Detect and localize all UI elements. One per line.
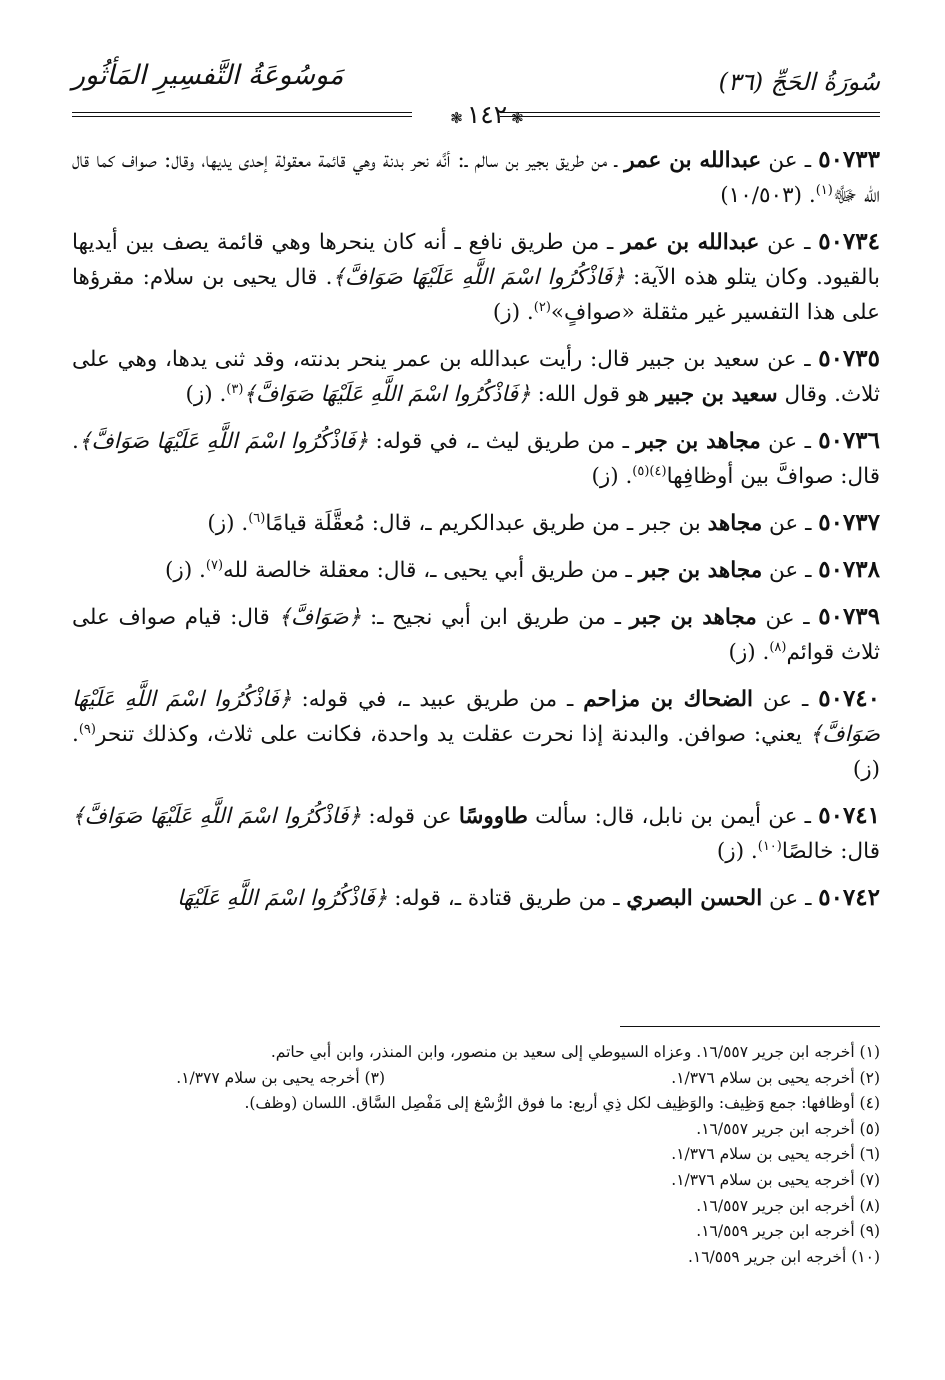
entry-text: قال: قيام صواف على ثلاث قوائم: [72, 605, 880, 665]
footnote-ref[interactable]: (١): [815, 182, 833, 198]
entry-text: ـ عن: [762, 558, 819, 583]
quran-verse: ﴿فَاذْكُرُوا اسْمَ اللَّهِ عَلَيْهَا صَوَافَّ﴾: [72, 687, 880, 747]
footnote: (٩) أخرجه ابن جرير ١٦/٥٥٩.: [696, 1222, 880, 1241]
entry-text: ـ من طريق ليث ـ، في قوله:: [368, 429, 637, 454]
footnote-ref[interactable]: (٣): [226, 381, 244, 397]
entry-50740: [72, 681, 880, 787]
entry-50737: [72, 505, 880, 541]
header-rule: [72, 112, 412, 113]
entry-reference: . (١٠/٥٠٣): [720, 183, 816, 208]
entry-number: ٥٠٧٣٩: [818, 603, 881, 630]
entry-reference: . (ز): [716, 839, 758, 864]
footnote: (٥) أخرجه ابن جرير ١٦/٥٥٧.: [696, 1119, 880, 1138]
narrator-name: مجاهد: [707, 511, 763, 536]
entry-50741: [72, 798, 880, 869]
header-rule: [500, 112, 880, 113]
footnote-ref[interactable]: (٦): [248, 510, 266, 526]
ornament-icon: ❃: [511, 109, 524, 127]
footnote: (١) أخرجه ابن جرير ١٦/٥٥٧. وعزاه السيوطي إلى سعيد بن منصور، وابن المنذر، وابن أبي حاتم.: [270, 1043, 880, 1061]
entry-text: ـ من طريق ابن أبي نجيح ـ:: [361, 605, 630, 630]
header-rule: [500, 116, 880, 117]
entry-reference: . (ز): [728, 640, 770, 665]
footnote: (١٠) أخرجه ابن جرير ١٦/٥٥٩.: [687, 1247, 880, 1266]
footnote-ref[interactable]: (٤)(٥): [632, 463, 667, 479]
footnote: (٧) أخرجه يحيى بن سلام ١/٣٧٦.: [671, 1170, 880, 1189]
narrator-name: الضحاك بن مزاحم: [583, 687, 753, 712]
narrator-name: مجاهد بن جبر: [638, 558, 763, 583]
entry-text: ـ عن: [752, 687, 819, 712]
entry-50738: [72, 552, 880, 588]
surah-title: سُورَةُ الحَجِّ (٣٦): [718, 68, 880, 96]
narrator-name: عبدالله بن عمر: [621, 230, 760, 255]
entry-text: ـ عن: [759, 230, 819, 255]
footnote-ref[interactable]: (١٠): [757, 838, 782, 854]
entry-text: ـ عن: [761, 148, 819, 173]
entry-number: ٥٠٧٣٥: [818, 345, 880, 372]
entry-number: ٥٠٧٣٣: [818, 146, 880, 173]
page-number-block: [417, 100, 557, 129]
entry-text: ـ: [797, 804, 819, 829]
entry-text: ـ: [796, 347, 819, 372]
entry-number: ٥٠٧٤٠: [818, 685, 881, 712]
entry-50739: [72, 599, 880, 670]
page-header: [72, 58, 880, 128]
quran-verse: ﴿صَوَافَّ﴾: [278, 605, 362, 630]
entry-number: ٥٠٧٤٢: [818, 884, 880, 911]
entry-reference: . (ز): [165, 558, 206, 583]
narrator-name: الحسن البصري: [626, 886, 763, 911]
narrator-name: مجاهد بن جبر: [636, 429, 761, 454]
entry-50733: [72, 142, 880, 213]
footnote: (٢) أخرجه يحيى بن سلام ١/٣٧٦.: [671, 1068, 880, 1087]
entry-text: ـ من طريق نافع ـ أنه كان ينحرها وهي قائمة يصف بين أيديها بالقيود. وكان يتلو هذه الآية:: [72, 230, 880, 290]
quran-verse: ﴿فَاذْكُرُوا اسْمَ اللَّهِ عَلَيْهَا: [177, 886, 388, 911]
entry-text: عن قوله:: [361, 804, 459, 829]
entry-reference: . (ز): [72, 722, 880, 782]
footnote-ref[interactable]: (٢): [533, 299, 551, 315]
entry-number: ٥٠٧٣٦: [818, 427, 880, 454]
header-rule: [72, 116, 412, 117]
entry-text: ـ من طريق بجير بن سالم ـ: أنَّه نحر بدنة وهي قائمة معقولة إحدى يديها، وقال: صواف كما قال الله ﷻ: [72, 148, 880, 208]
entry-text: عن أيمن بن نابل، قال: سألت: [527, 804, 798, 829]
entry-reference: . (ز): [591, 464, 633, 489]
entry-number: ٥٠٧٣٨: [818, 556, 880, 583]
footnote-separator: [620, 1026, 880, 1027]
main-text: [72, 142, 880, 927]
narrator-name: سعيد بن جبير: [656, 382, 778, 407]
quran-verse: ﴿فَاذْكُرُوا اسْمَ اللَّهِ عَلَيْهَا صَوَافَّ﴾: [78, 429, 369, 454]
entry-text: ـ عن: [762, 886, 819, 911]
ornament-icon: ❃: [450, 109, 463, 127]
entry-number: ٥٠٧٤١: [818, 802, 881, 829]
entry-50734: [72, 224, 880, 330]
narrator-name: عبدالله بن عمر: [624, 148, 762, 173]
entry-text: بن جبر ـ من طريق عبدالكريم ـ، قال: مُعقَّلَة قيامًا: [265, 511, 708, 536]
footnotes: [72, 1040, 880, 1270]
entry-number: ٥٠٧٣٤: [818, 228, 880, 255]
entry-text: يعني: صوافن. والبدنة إذا نحرت عقلت يد واحدة، فكانت على ثلاث، وكذلك تنحر: [95, 722, 810, 747]
entry-text: عن سعيد بن جبير قال: رأيت عبدالله بن عمر ينحر بدنته، وقد ثنى يدها، وهي على ثلاث. وقال: [72, 347, 880, 407]
footnote-pair: [72, 1066, 880, 1092]
narrator-name: طاووسًا: [458, 804, 528, 829]
entry-50736: [72, 423, 880, 494]
footnote-ref[interactable]: (٨): [769, 639, 787, 655]
quran-verse: ﴿فَاذْكُرُوا اسْمَ اللَّهِ عَلَيْهَا صَوَافَّ﴾: [243, 382, 531, 407]
entry-reference: . (ز): [207, 511, 249, 536]
narrator-name: مجاهد بن جبر: [629, 605, 757, 630]
footnote: (٨) أخرجه ابن جرير ١٦/٥٥٧.: [696, 1196, 880, 1215]
footnote-ref[interactable]: (٧): [205, 557, 224, 573]
entry-reference: . (ز): [492, 300, 534, 325]
footnote-ref[interactable]: (٩): [78, 721, 96, 737]
book-title: مَوسُوعَةُ التَّفسِيرِ المَأثُور: [72, 60, 344, 91]
entry-text: هو قول الله:: [530, 382, 656, 407]
entry-text: . قال: صوافَّ بين أوظافِها: [72, 429, 880, 489]
footnote: (٦) أخرجه يحيى بن سلام ١/٣٧٦.: [671, 1145, 880, 1164]
entry-number: ٥٠٧٣٧: [818, 509, 880, 536]
entry-text: ـ من طريق قتادة ـ، قوله:: [387, 886, 627, 911]
entry-text: . قال يحيى بن سلام: مقرؤها على هذا التفسير غير مثقلة «صوافٍ»: [72, 265, 880, 325]
entry-50735: [72, 341, 880, 412]
quran-verse: ﴿فَاذْكُرُوا اسْمَ اللَّهِ عَلَيْهَا صَوَافَّ﴾: [332, 265, 625, 290]
page-number: ١٤٢: [466, 100, 508, 129]
footnote: (٤) أوظافها: جمع وَظِيف: والوَظِيف لكل ذِي أربع: ما فوق الرُّسْغ إلى مَفْصِل السَّاق. اللسان (وظف).: [244, 1094, 880, 1113]
entry-text: ـ من طريق أبي يحيى ـ، قال: معقلة خالصة لله: [223, 558, 639, 583]
entry-text: ـ من طريق عبيد ـ، في قوله:: [291, 687, 584, 712]
entry-text: ـ عن: [760, 429, 819, 454]
quran-verse: ﴿فَاذْكُرُوا اسْمَ اللَّهِ عَلَيْهَا صَوَافَّ﴾: [72, 804, 362, 829]
entry-text: قال: خالصًا: [781, 839, 880, 864]
footnote: (٣) أخرجه يحيى بن سلام ١/٣٧٧.: [176, 1068, 385, 1087]
entry-text: ـ عن: [756, 605, 819, 630]
entry-reference: . (ز): [185, 382, 227, 407]
entry-50742: [72, 880, 880, 916]
entry-text: ـ عن: [762, 511, 819, 536]
